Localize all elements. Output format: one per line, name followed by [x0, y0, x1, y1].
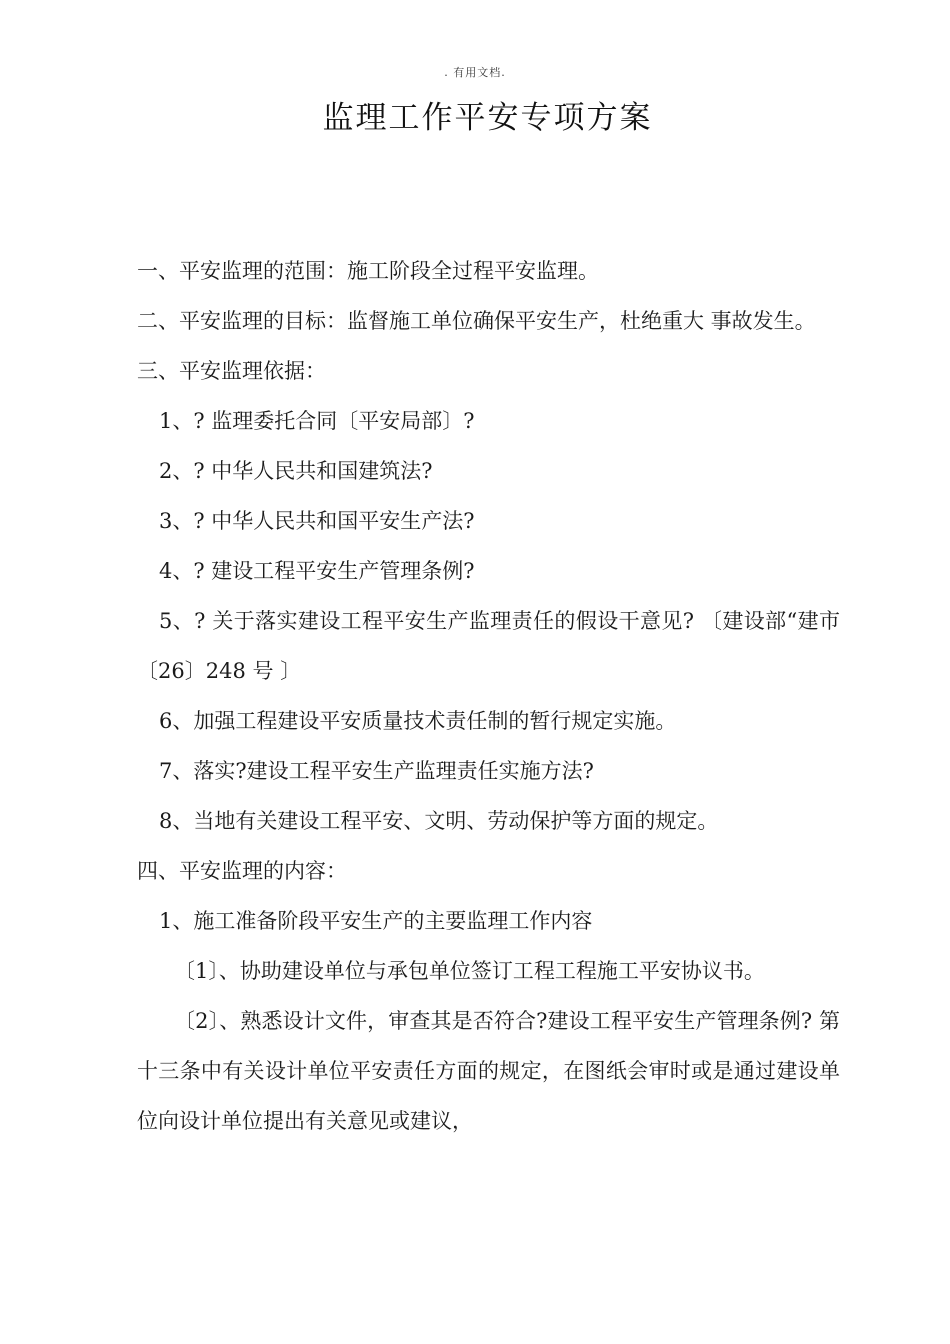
content-subitem-1: 〔1〕、协助建设单位与承包单位签订工程工程施工平安协议书。 [174, 959, 765, 983]
header-note: . 有用文档. [444, 66, 506, 79]
section-scope: 一、平安监理的范围：施工阶段全过程平安监理。 [137, 259, 599, 283]
basis-item-7: 7、落实?建设工程平安生产监理责任实施方法? [159, 759, 594, 783]
content-item-1: 1、施工准备阶段平安生产的主要监理工作内容 [159, 909, 593, 933]
page-title: 监理工作平安专项方案 [322, 100, 653, 136]
basis-item-5: 5、? 关于落实建设工程平安生产监理责任的假设干意见? 〔建设部“建市〔26〕248 号 〕 [137, 609, 840, 683]
basis-item-2: 2、? 中华人民共和国建筑法? [159, 459, 433, 483]
section-content-heading: 四、平安监理的内容： [137, 859, 347, 883]
section-goal: 二、平安监理的目标：监督施工单位确保平安生产，杜绝重大 事故发生。 [137, 309, 816, 333]
basis-item-8: 8、当地有关建设工程平安、文明、劳动保护等方面的规定。 [159, 809, 719, 833]
document-body [137, 246, 840, 1146]
basis-item-6: 6、加强工程建设平安质量技术责任制的暂行规定实施。 [159, 709, 677, 733]
basis-item-3: 3、? 中华人民共和国平安生产法? [159, 509, 475, 533]
basis-item-4: 4、? 建设工程平安生产管理条例? [159, 559, 475, 583]
basis-item-1: 1、? 监理委托合同〔平安局部〕? [159, 409, 475, 433]
content-subitem-2: 〔2〕、熟悉设计文件，审查其是否符合?建设工程平安生产管理条例? 第十三条中有关设计单位平安责任方面的规定，在图纸会审时或是通过建设单位向设计单位提出有关意见或建议， [137, 1009, 840, 1133]
section-basis-heading: 三、平安监理依据： [137, 359, 326, 383]
